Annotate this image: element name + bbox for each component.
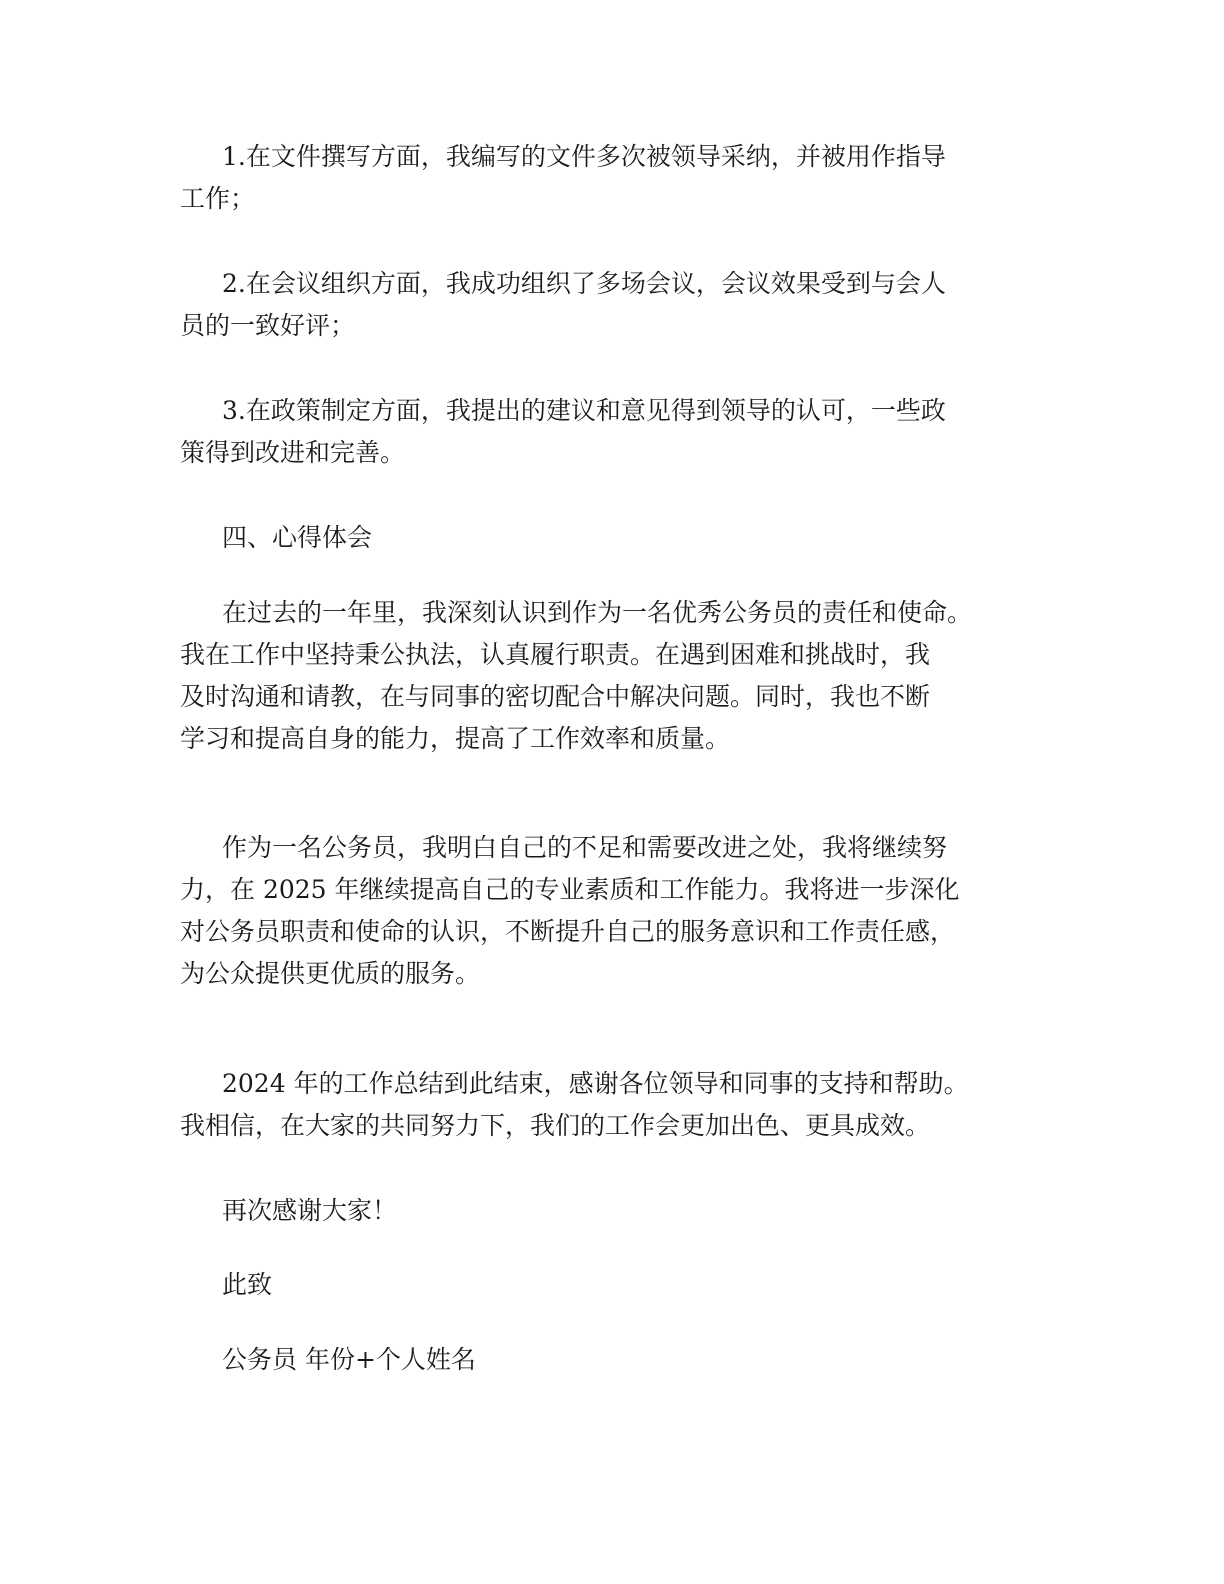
list-item-3 (180, 390, 1060, 474)
heading-line: 四、心得体会 (222, 523, 373, 552)
closing-paragraph (180, 1063, 1060, 1147)
reflection-paragraph-2 (180, 827, 1060, 995)
text-line: 员的一致好评； (180, 311, 356, 340)
text-line: 公务员 年份+个人姓名 (222, 1345, 476, 1374)
text-line: 我相信，在大家的共同努力下，我们的工作会更加出色、更具成效。 (180, 1111, 931, 1140)
text-line: 对公务员职责和使命的认识，不断提升自己的服务意识和工作责任感， (180, 917, 956, 946)
text-line: 力，在 2025 年继续提高自己的专业素质和工作能力。我将进一步深化 (180, 875, 960, 904)
text-line: 及时沟通和请教，在与同事的密切配合中解决问题。同时，我也不断 (180, 682, 931, 711)
text-line: 2.在会议组织方面，我成功组织了多场会议，会议效果受到与会人 (222, 269, 946, 298)
text-line: 在过去的一年里，我深刻认识到作为一名优秀公务员的责任和使命。 (222, 598, 973, 627)
reflection-paragraph-1 (180, 592, 1060, 760)
text-line: 我在工作中坚持秉公执法，认真履行职责。在遇到困难和挑战时，我 (180, 640, 931, 669)
list-item-2 (180, 263, 1060, 347)
list-item-1 (180, 136, 1060, 220)
text-line: 策得到改进和完善。 (180, 438, 406, 467)
salutation-line (180, 1264, 1060, 1306)
text-line: 此致 (222, 1270, 273, 1299)
text-line: 2024 年的工作总结到此结束，感谢各位领导和同事的支持和帮助。 (222, 1069, 969, 1098)
section-heading (180, 517, 1060, 559)
text-line: 1.在文件撰写方面，我编写的文件多次被领导采纳，并被用作指导 (222, 142, 946, 171)
text-line: 学习和提高自身的能力，提高了工作效率和质量。 (180, 724, 731, 753)
text-line: 作为一名公务员，我明白自己的不足和需要改进之处，我将继续努 (222, 833, 948, 862)
text-line: 工作； (180, 184, 256, 213)
thanks-line (180, 1190, 1060, 1232)
text-line: 再次感谢大家！ (222, 1196, 398, 1225)
text-line: 3.在政策制定方面，我提出的建议和意见得到领导的认可，一些政 (222, 396, 946, 425)
text-line: 为公众提供更优质的服务。 (180, 959, 481, 988)
signature-line (180, 1339, 1060, 1381)
